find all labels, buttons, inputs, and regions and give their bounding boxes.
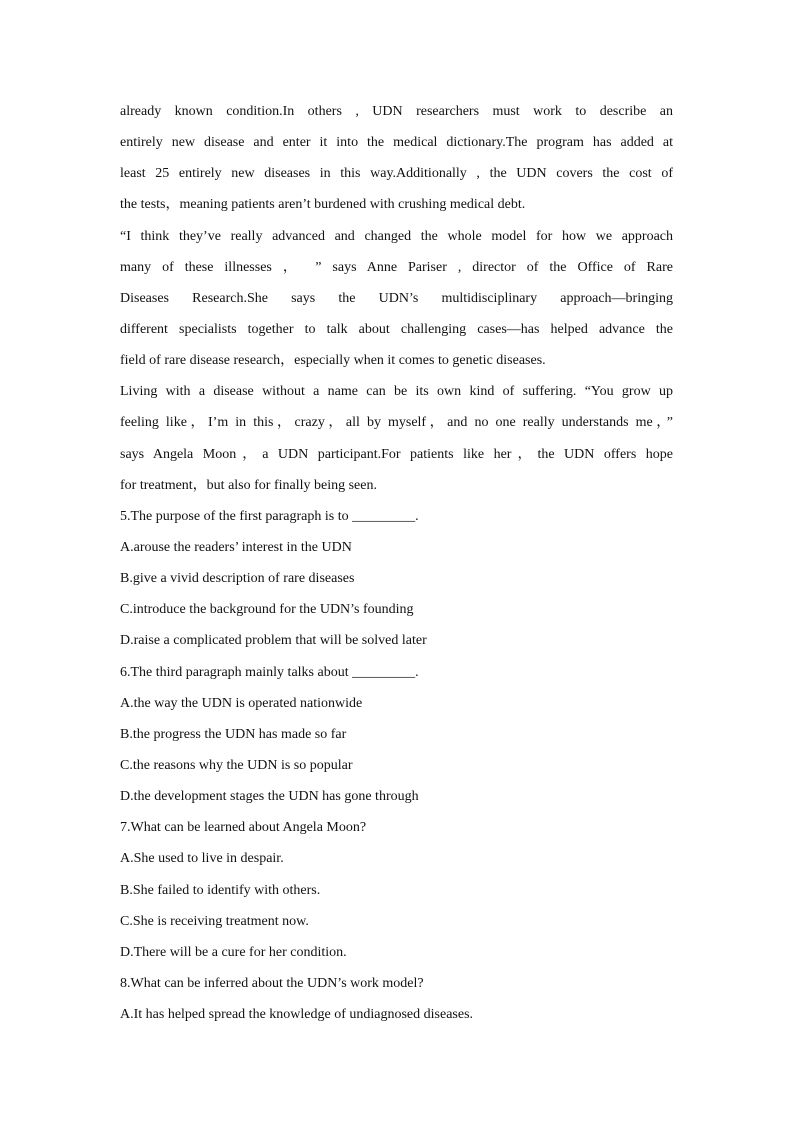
question-stem: 8.What can be inferred about the UDN’s work model? [120,975,424,991]
answer-option: B.give a vivid description of rare diseases [120,571,355,587]
answer-option: D.the development stages the UDN has gone through [120,789,419,805]
question-7 [120,817,673,973]
question-stem: 5.The purpose of the first paragraph is to _________. [120,508,419,524]
passage-line: least 25 entirely new diseases in this way.Additionally , the UDN covers the cost of [120,166,673,182]
answer-option: C.She is receiving treatment now. [120,913,309,929]
question-6 [120,662,673,818]
question-8 [120,973,673,1035]
passage-line: different specialists together to talk about challenging cases—has helped advance the [120,321,673,337]
answer-option: A.She used to live in despair. [120,851,284,867]
passage-line: says Angela Moon，a UDN participant.For patients like her，the UDN offers hope [120,446,673,462]
answer-option: B.She failed to identify with others. [120,882,321,898]
passage-line: field of rare disease research，especially when it comes to genetic diseases. [120,353,546,369]
passage-line: feeling like，I’m in this，crazy，all by myself，and no one really understands me，” [120,415,673,431]
answer-option: D.There will be a cure for her condition. [120,944,347,960]
passage-line: many of these illnesses ， ” says Anne Pariser , director of the Office of Rare [120,259,673,275]
document-body [120,101,673,1035]
answer-option: D.raise a complicated problem that will be solved later [120,633,427,649]
question-5 [120,506,673,662]
answer-option: A.It has helped spread the knowledge of undiagnosed diseases. [120,1007,474,1023]
passage-line: “I think they’ve really advanced and changed the whole model for how we approach [120,228,673,244]
answer-option: C.the reasons why the UDN is so popular [120,757,353,773]
answer-option: B.the progress the UDN has made so far [120,726,347,742]
answer-option: A.the way the UDN is operated nationwide [120,695,363,711]
passage-line: Living with a disease without a name can be its own kind of suffering. “You grow up [120,384,673,400]
passage-line: entirely new disease and enter it into the medical dictionary.The program has added at [120,135,673,151]
question-stem: 6.The third paragraph mainly talks about _________. [120,664,419,680]
answer-option: C.introduce the background for the UDN’s founding [120,602,414,618]
passage-line: the tests，meaning patients aren’t burdened with crushing medical debt. [120,197,526,213]
passage-line: already known condition.In others , UDN researchers must work to describe an [120,104,673,119]
answer-option: A.arouse the readers’ interest in the UDN [120,539,352,555]
passage-line: for treatment，but also for finally being seen. [120,477,377,493]
passage [120,101,673,506]
question-stem: 7.What can be learned about Angela Moon? [120,820,367,836]
passage-line: Diseases Research.She says the UDN’s multidisciplinary approach—bringing [120,290,673,306]
